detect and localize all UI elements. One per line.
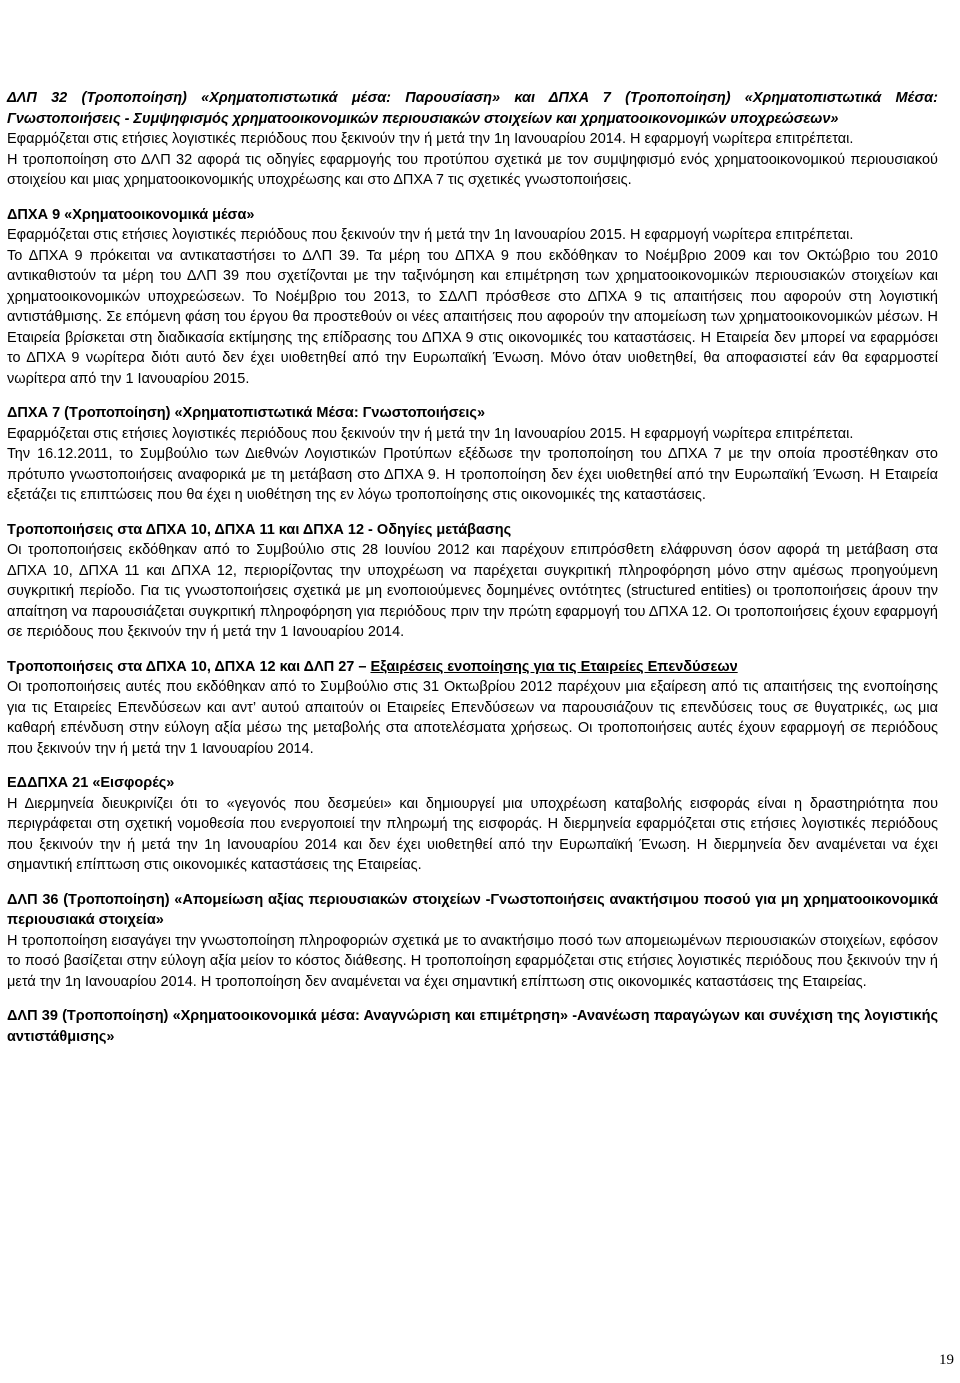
period-sup-1: ης bbox=[386, 43, 397, 53]
section-body: Η τροποποίηση εισαγάγει την γνωστοποίηση πληροφοριών σχετικά με το ανακτήσιμο ποσό των απομειωμένων περιουσιακών στοιχείων, εφόσον το ποσό βασίζεται στην εύλογη αξία μείον το κόστος διάθεσης. Η τροποποίηση εφαρμόζεται στις ετήσιες λογιστικές περιόδους που ξεκινούν την ή μετά την 1η Ιανουαρίου 2014. Η τροποποίηση δεν αναμένεται να έχει σημαντική επίπτωση στις οικονομικές καταστάσεις της Εταιρείας. bbox=[7, 932, 938, 990]
header-currency: ποσά σε Ευρώ bbox=[426, 65, 534, 82]
section-body: Η τροποποίηση στο ΔΛΠ 32 αφορά τις οδηγίες εφαρμογής του προτύπου σχετικά με τον συμψηφισμό ενός χρηματοοικονομικού περιουσιακού στοιχείου και μιας χρηματοοικονομικής υποχρέωσης και στο ΔΠΧΑ 7 τις σχετικές γνωστοποιήσεις. bbox=[7, 151, 938, 188]
section-ias36 bbox=[7, 890, 938, 993]
period-mid: Ιανουαρίου 2013 – 31 bbox=[396, 44, 553, 61]
section-ias39 bbox=[7, 1006, 938, 1047]
page-header bbox=[0, 0, 960, 82]
period-sup-2: η bbox=[552, 43, 558, 53]
section-title: ΔΛΠ 32 (Τροποποίηση) «Χρηματοπιστωτικά μέσα: Παρουσίαση» και ΔΠΧΑ 7 (Τροποποίηση) «Χρηματοπιστωτικά Μέσα: Γνωστοποιήσεις - Συμψηφισμός χρηματοοικονομικών περιουσιακών στοιχείων και χρηματοοικονομικών υποχρεώσεων» bbox=[7, 90, 938, 127]
section-title-underlined: Εξαιρέσεις ενοποίησης για τις Εταιρείες Επενδύσεων bbox=[370, 658, 738, 675]
section-title: ΔΛΠ 36 (Τροποποίηση) «Απομείωση αξίας περιουσιακών στοιχείων -Γνωστοποιήσεις ανακτήσιμου ποσού για μη χρηματοοικονομικά περιουσιακά στοιχεία» bbox=[7, 891, 938, 928]
document-body bbox=[7, 88, 938, 1061]
section-body: Την 16.12.2011, το Συμβούλιο των Διεθνών Λογιστικών Προτύπων εξέδωσε την τροποποίηση του ΔΠΧΑ 7 με την οποία προστέθηκαν στο πρότυπο γνωστοποιήσεις αναφορικά με τη μετάβαση στο ΔΠΧΑ 9. Η τροποποίηση δεν έχει υιοθετηθεί από την Ευρωπαϊκή Ένωση. Η Εταιρεία εξετάζει τις επιπτώσεις που θα έχει η υιοθέτηση της εν λόγω τροποποίησης στις οικονομικές της καταστάσεις. bbox=[7, 446, 938, 503]
section-applies: Εφαρμόζεται στις ετήσιες λογιστικές περιόδους που ξεκινούν την ή μετά την 1η Ιανουαρίου 2015. Η εφαρμογή νωρίτερα επιτρέπεται. bbox=[7, 227, 854, 243]
section-body: Το ΔΠΧΑ 9 πρόκειται να αντικαταστήσει το ΔΛΠ 39. Τα μέρη του ΔΠΧΑ 9 που εκδόθηκαν το Νοέμβριο 2009 και τον Οκτώβριο του 2010 αντικαθιστούν τα μέρη του ΔΛΠ 39 που σχετίζονται με την ταξινόμηση και επιμέτρηση των χρηματοοικονομικών περιουσιακών στοιχείων και χρηματοοικονομικών υποχρεώσεων. Το Νοέμβριο του 2013, το ΣΔΛΠ πρόσθεσε στο ΔΠΧΑ 9 τις απαιτήσεις που αφορούν στη λογιστική αντιστάθμισης. Σε επόμενη φάση του έργου θα προστεθούν οι νέες απαιτήσεις που αφορούν την απομείωση των χρηματοοικονομικών μέσων. Η Εταιρεία βρίσκεται στη διαδικασία εκτίμησης της επίδρασης του ΔΠΧΑ 9 στις οικονομικές του καταστάσεις. Η Εταιρεία δεν μπορεί να εφαρμόσει το ΔΠΧΑ 9 νωρίτερα διότι αυτό δεν έχει υιοθετηθεί από την Ευρωπαϊκή Ένωση. Μόνο όταν υιοθετηθεί, θα αποφασιστεί εάν θα εφαρμοστεί νωρίτερα από την 1 Ιανουαρίου 2015. bbox=[7, 247, 938, 387]
header-title: Σημειώσεις επί των Ετήσιων Οικονομικών Καταστάσεων bbox=[277, 23, 683, 40]
period-suffix: Δεκεμβρίου 2013 bbox=[557, 44, 682, 61]
section-applies: Εφαρμόζεται στις ετήσιες λογιστικές περιόδους που ξεκινούν την ή μετά την 1η Ιανουαρίου 2014. Η εφαρμογή νωρίτερα επιτρέπεται. bbox=[7, 131, 854, 147]
section-body: Οι τροποποιήσεις αυτές που εκδόθηκαν από το Συμβούλιο στις 31 Οκτωβρίου 2012 παρέχουν μια εξαίρεση από τις απαιτήσεις της ενοποίησης για τις Εταιρείες Επενδύσεων και αντ’ αυτού απαιτούν οι Εταιρείες Επενδύσεων να παρουσιάζουν τις επενδύσεις τους σε θυγατρικές, ως μια καθαρή επένδυση στην εύλογη αξία μέσω της μεταβολής στα αποτελέσματα χρήσεως. Οι τροποποιήσεις αυτές έχουν εφαρμογή σε περιόδους που ξεκινούν την ή μετά την 1 Ιανουαρίου 2014. bbox=[7, 679, 938, 757]
section-title: ΕΔΔΠΧΑ 21 «Εισφορές» bbox=[7, 775, 175, 791]
section-body: Η Διερμηνεία διευκρινίζει ότι το «γεγονός που δεσμεύει» και δημιουργεί μια υποχρέωση καταβολής εισφοράς είναι η δραστηριότητα που περιγράφεται στη σχετική νομοθεσία που ενεργοποιεί την πληρωμή της εισφοράς. Η διερμηνεία εφαρμόζεται στις ετήσιες λογιστικές περιόδους που ξεκινούν την ή μετά την 1η Ιανουαρίου 2014 και δεν έχει υιοθετηθεί από την Ευρωπαϊκή Ένωση. Η διερμηνεία δεν αναμένεται να έχει σημαντική επίπτωση στις οικονομικές καταστάσεις της Εταιρείας. bbox=[7, 795, 938, 873]
section-title: ΔΠΧΑ 7 (Τροποποίηση) «Χρηματοπιστωτικά Μέσα: Γνωστοποιήσεις» bbox=[7, 405, 486, 421]
section-ifrs10-11-12 bbox=[7, 520, 938, 643]
company-name: ΒΙΟΣΩΛ Α.Β.Ε. bbox=[427, 2, 533, 19]
section-body: Οι τροποποιήσεις εκδόθηκαν από το Συμβούλιο στις 28 Ιουνίου 2012 και παρέχουν επιπρόσθετη ελάφρυνση όσον αφορά τη μετάβαση στα ΔΠΧΑ 10, ΔΠΧΑ 11 και ΔΠΧΑ 12, περιορίζοντας την υποχρέωση να παρέχεται συγκριτική πληροφόρηση μόνο στην αμέσως προηγούμενη συγκριτική περίοδο. Για τις γνωστοποιήσεις σχετικά με μη ενοποιούμενες δομημένες οντότητες (structured entities) οι τροποποιήσεις άρουν την απαίτηση να παρουσιάζεται συγκριτική πληροφόρηση για περιόδους πριν την πρώτη εφαρμογή του ΔΠΧΑ 12. Οι τροποποιήσεις έχουν εφαρμογή σε περιόδους που ξεκινούν την ή μετά την 1 Ιανουαρίου 2014. bbox=[7, 542, 938, 640]
section-applies: Εφαρμόζεται στις ετήσιες λογιστικές περιόδους που ξεκινούν την ή μετά την 1η Ιανουαρίου 2015. Η εφαρμογή νωρίτερα επιτρέπεται. bbox=[7, 425, 854, 442]
section-title: Τροποποιήσεις στα ΔΠΧΑ 10, ΔΠΧΑ 11 και ΔΠΧΑ 12 - Οδηγίες μετάβασης bbox=[7, 521, 512, 538]
period-prefix: της περιόδου 1 bbox=[278, 44, 387, 61]
page-number: 19 bbox=[939, 1352, 954, 1368]
section-title-prefix: Τροποποιήσεις στα ΔΠΧΑ 10, ΔΠΧΑ 12 και ΔΛΠ 27 – bbox=[7, 658, 371, 675]
section-title: ΔΠΧΑ 9 «Χρηματοοικονομικά μέσα» bbox=[7, 206, 255, 223]
section-title: ΔΛΠ 39 (Τροποποίηση) «Χρηματοοικονομικά μέσα: Αναγνώριση και επιμέτρηση» -Ανανέωση παραγώγων και συνέχιση της λογιστικής αντιστάθμισης» bbox=[7, 1008, 938, 1045]
section-ifrs10-12-ias27 bbox=[7, 657, 938, 760]
section-ifric21 bbox=[7, 773, 938, 876]
section-ifrs7 bbox=[7, 403, 938, 506]
header-period bbox=[0, 42, 960, 63]
section-title bbox=[7, 657, 938, 678]
section-ifrs9 bbox=[7, 205, 938, 390]
section-ias32 bbox=[7, 88, 938, 191]
